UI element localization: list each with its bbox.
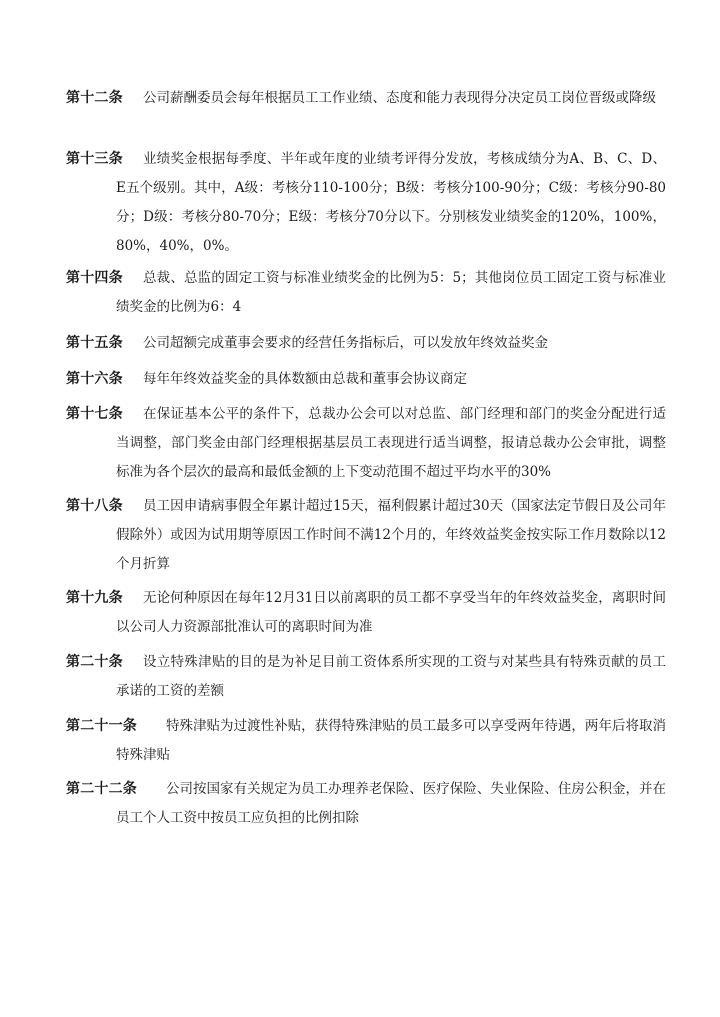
- article-label: 第十九条: [66, 590, 123, 606]
- article-21: [66, 712, 666, 770]
- article-15: [66, 329, 666, 358]
- article-label: 第十二条: [66, 90, 123, 106]
- article-text: 公司超额完成董事会要求的经营任务指标后，可以发放年终效益奖金: [143, 335, 548, 351]
- article-text: 总裁、总监的固定工资与标准业绩奖金的比例为5：5；其他岗位员工固定工资与标准业绩奖金的比例为6：4: [116, 270, 666, 315]
- article-label: 第十七条: [66, 406, 123, 422]
- article-17: [66, 400, 666, 487]
- article-16: [66, 365, 666, 394]
- article-18: [66, 492, 666, 579]
- article-text: 每年年终效益奖金的具体数额由总裁和董事会协议商定: [143, 371, 467, 387]
- article-label: 第十五条: [66, 335, 123, 351]
- article-text: 业绩奖金根据每季度、半年或年度的业绩考评得分发放，考核成绩分为A、B、C、D、E五个级别。其中，A级：考核分110-100分；B级：考核分100-90分；C级：考核分90-80分；D级：考核分80-70分；E级：考核分70分以下。分别核发业绩奖金的120%，100%，80%，40%，0%。: [116, 151, 666, 254]
- article-label: 第十六条: [66, 371, 123, 387]
- article-19: [66, 584, 666, 642]
- article-22: [66, 775, 666, 833]
- article-label: 第十八条: [66, 498, 123, 514]
- article-label: 第二十一条: [66, 718, 137, 734]
- article-text: 公司按国家有关规定为员工办理养老保险、医疗保险、失业保险、住房公积金，并在员工个人工资中按员工应负担的比例扣除: [116, 781, 666, 826]
- article-12: [66, 84, 666, 113]
- article-20: [66, 648, 666, 706]
- article-label: 第十四条: [66, 270, 123, 286]
- article-text: 公司薪酬委员会每年根据员工工作业绩、态度和能力表现得分决定员工岗位晋级或降级: [143, 90, 656, 106]
- article-14: [66, 264, 666, 322]
- article-text: 在保证基本公平的条件下，总裁办公会可以对总监、部门经理和部门的奖金分配进行适当调整，部门奖金由部门经理根据基层员工表现进行适当调整，报请总裁办公会审批，调整标准为各个层次的最高和最低金额的上下变动范围不超过平均水平的30%: [116, 406, 666, 480]
- article-text: 员工因申请病事假全年累计超过15天，福利假累计超过30天（国家法定节假日及公司年假除外）或因为试用期等原因工作时间不满12个月的，年终效益奖金按实际工作月数除以12个月折算: [116, 498, 666, 572]
- article-text: 特殊津贴为过渡性补贴，获得特殊津贴的员工最多可以享受两年待遇，两年后将取消特殊津贴: [116, 718, 666, 763]
- article-13: [66, 145, 666, 261]
- article-label: 第十三条: [66, 151, 123, 167]
- article-label: 第二十二条: [66, 781, 137, 797]
- article-label: 第二十条: [66, 654, 123, 670]
- article-text: 无论何种原因在每年12月31日以前离职的员工都不享受当年的年终效益奖金，离职时间以公司人力资源部批准认可的离职时间为准: [116, 590, 666, 635]
- article-text: 设立特殊津贴的目的是为补足目前工资体系所实现的工资与对某些具有特殊贡献的员工承诺的工资的差额: [116, 654, 666, 699]
